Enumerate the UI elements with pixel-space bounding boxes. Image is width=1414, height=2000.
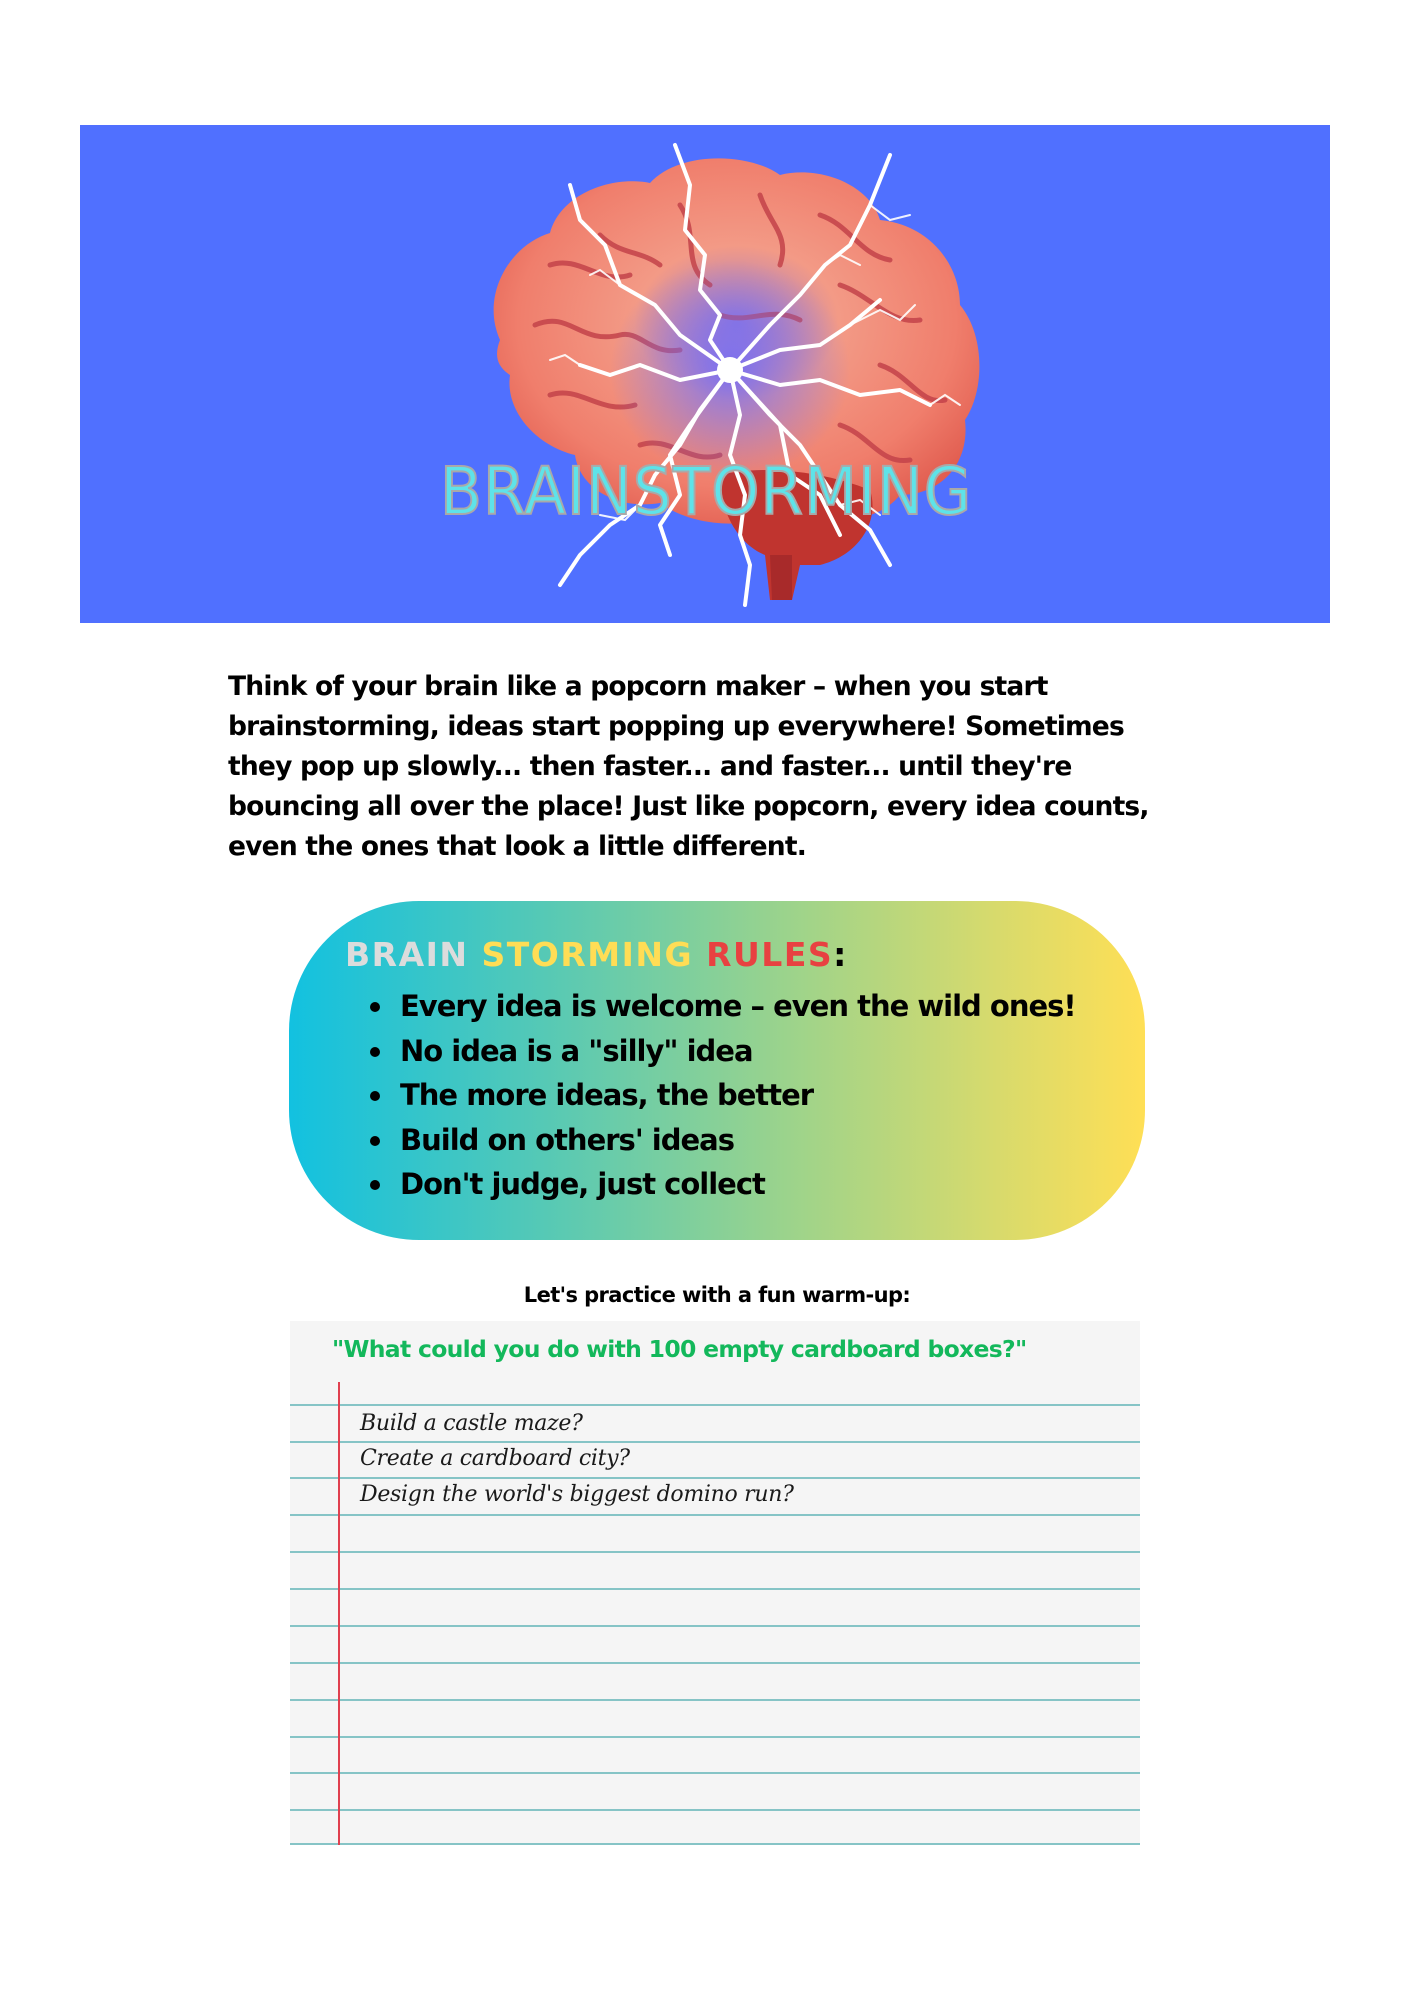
rules-title-storming: STORMING (481, 935, 694, 974)
ruled-line (290, 1441, 1140, 1443)
rules-list (368, 984, 1076, 1207)
rules-title-colon: : (833, 935, 848, 974)
ruled-line (290, 1809, 1140, 1811)
intro-line: brainstorming, ideas start popping up everywhere! Sometimes (228, 711, 1124, 742)
rules-title-brain: BRAIN (345, 935, 469, 974)
rule-item (368, 1118, 1076, 1163)
bullet-icon (370, 1002, 380, 1012)
intro-line: they pop up slowly... then faster... and faster... until they're (228, 751, 1072, 782)
header-banner (80, 125, 1330, 623)
bullet-icon (370, 1180, 380, 1190)
ruled-line (290, 1588, 1140, 1590)
warmup-question: "What could you do with 100 empty cardboard boxes?" (332, 1335, 1027, 1363)
ruled-line (290, 1551, 1140, 1553)
ruled-line (290, 1662, 1140, 1664)
bullet-icon (370, 1091, 380, 1101)
rule-item (368, 1073, 1076, 1118)
rule-text: Build on others' ideas (400, 1122, 734, 1157)
ruled-line (290, 1477, 1140, 1479)
intro-paragraph (228, 667, 1228, 867)
margin-line (338, 1382, 340, 1845)
rule-item (368, 1029, 1076, 1074)
intro-line: Think of your brain like a popcorn maker – when you start (228, 671, 1048, 702)
rule-text: Don't judge, just collect (400, 1167, 765, 1201)
ruled-line (290, 1699, 1140, 1701)
rules-card (289, 901, 1145, 1240)
banner-title: BRAINSTORMING (439, 453, 973, 530)
rule-text: No idea is a "silly" idea (400, 1033, 753, 1068)
rule-text: Every idea is welcome – even the wild ones! (400, 989, 1076, 1023)
rules-title (345, 935, 848, 974)
rules-title-rules: RULES (706, 935, 834, 974)
ruled-line (290, 1625, 1140, 1627)
ruled-line (290, 1843, 1140, 1845)
ruled-line (290, 1736, 1140, 1738)
rule-item (368, 984, 1076, 1029)
intro-line: even the ones that look a little different. (228, 831, 806, 862)
notebook-paper (290, 1321, 1140, 1845)
bullet-icon (370, 1136, 380, 1146)
warmup-label: Let's practice with a fun warm-up: (523, 1283, 911, 1307)
rule-text: The more ideas, the better (400, 1078, 814, 1112)
answer-line: Design the world's biggest domino run? (360, 1482, 794, 1507)
bullet-icon (370, 1047, 380, 1057)
answer-line: Create a cardboard city? (360, 1446, 630, 1471)
ruled-line (290, 1404, 1140, 1406)
answer-line: Build a castle maze? (360, 1411, 583, 1436)
ruled-line (290, 1514, 1140, 1516)
brain-with-lightning-icon (80, 125, 1330, 623)
ruled-line (290, 1772, 1140, 1774)
intro-line: bouncing all over the place! Just like popcorn, every idea counts, (228, 791, 1149, 822)
rule-item (368, 1162, 1076, 1207)
